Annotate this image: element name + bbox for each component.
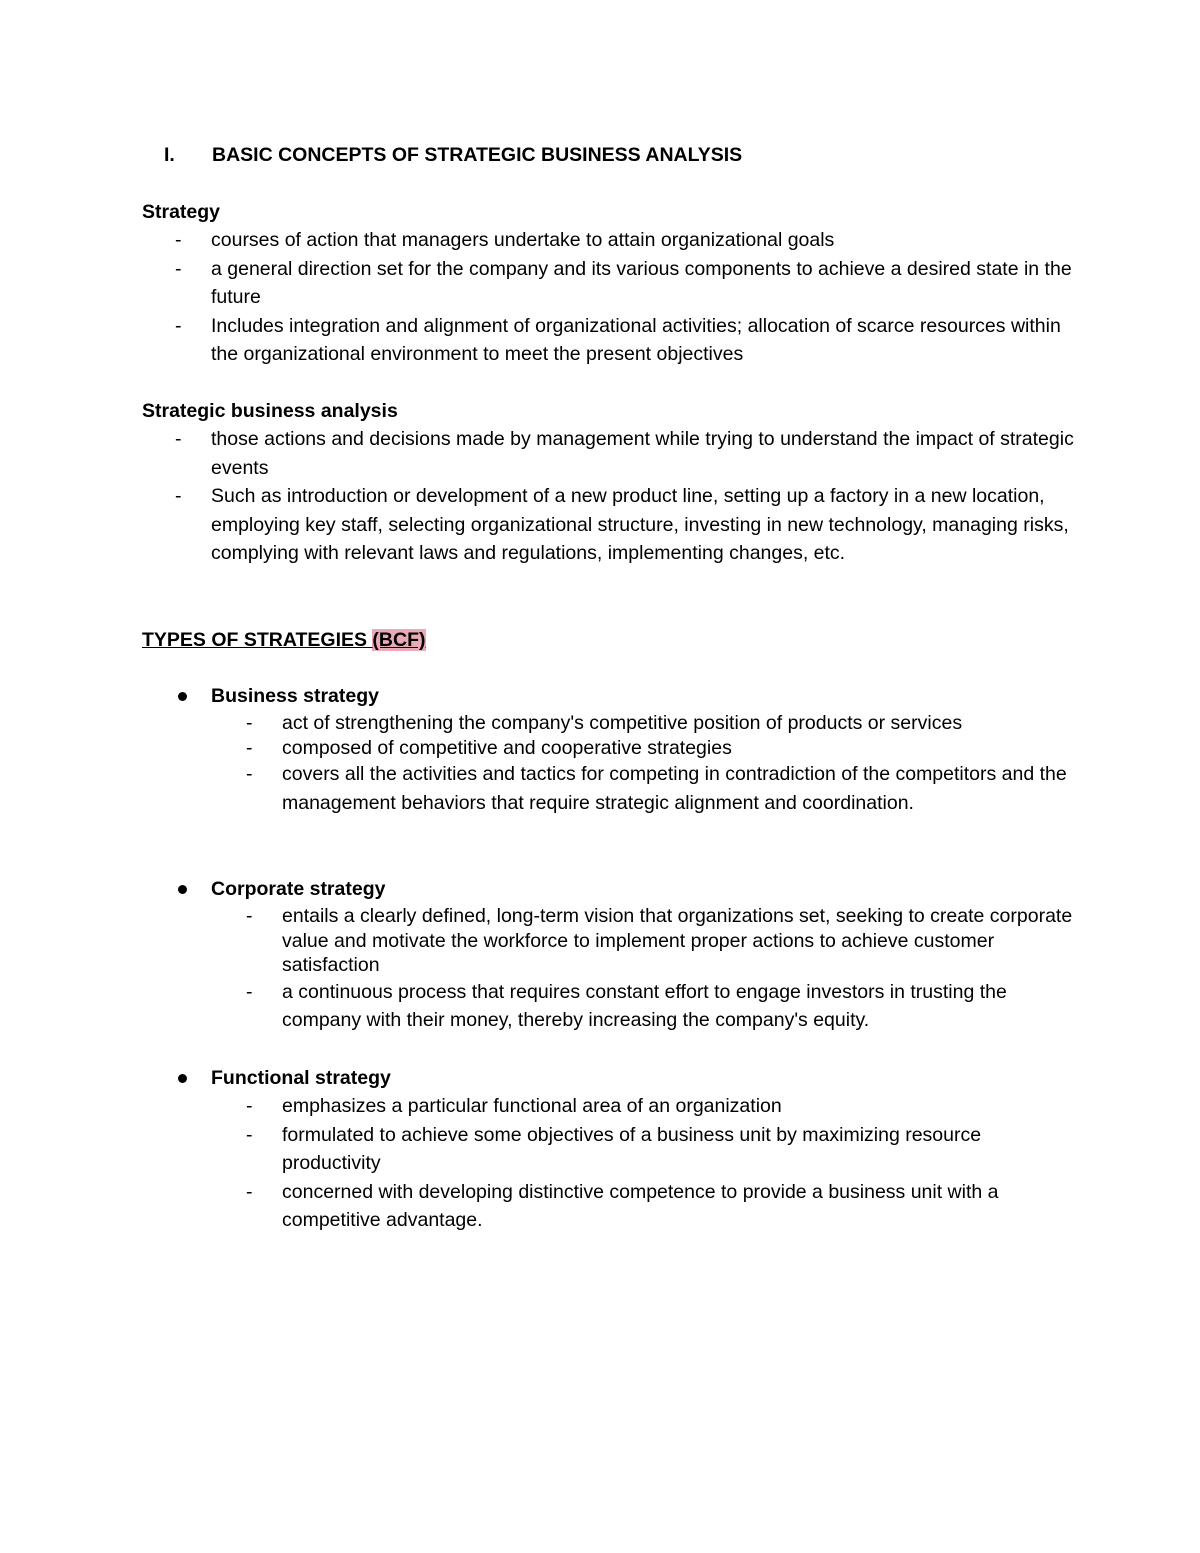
list-item: - emphasizes a particular functional area of an organization	[282, 1092, 1082, 1121]
dash-marker: -	[175, 257, 182, 280]
dash-marker: -	[246, 1180, 253, 1203]
term-strategic-business-analysis: Strategic business analysis	[142, 400, 398, 422]
business-strategy-points	[246, 711, 1082, 817]
term-strategy: Strategy	[142, 201, 221, 223]
dash-marker: -	[246, 763, 253, 785]
list-item: - Includes integration and alignment of organizational activities; allocation of scarce resources within the organizational environment to meet the present objectives	[211, 312, 1081, 369]
section-title: BASIC CONCEPTS OF STRATEGIC BUSINESS ANALYSIS	[212, 144, 743, 166]
list-item: - composed of competitive and cooperative strategies	[246, 736, 732, 759]
dash-marker: -	[175, 229, 182, 251]
section-number: I.	[164, 144, 175, 166]
dash-marker: -	[246, 905, 253, 927]
bullet-icon	[178, 885, 187, 894]
list-item: - formulated to achieve some objectives of a business unit by maximizing resource productivity	[282, 1121, 1082, 1178]
bcf-highlight: (BCF)	[372, 629, 426, 651]
dash-marker: -	[246, 736, 253, 759]
list-item: - those actions and decisions made by management while trying to understand the impact of strategic events	[211, 425, 1081, 482]
strategy-points	[175, 226, 1081, 369]
corporate-strategy-heading: Corporate strategy	[142, 875, 1042, 903]
bullet-icon	[178, 1074, 187, 1083]
corporate-strategy-points	[246, 904, 1082, 1035]
functional-strategy-points	[246, 1092, 1082, 1235]
dash-marker: -	[175, 314, 182, 337]
dash-marker: -	[246, 1123, 253, 1146]
dash-marker: -	[246, 1095, 253, 1117]
list-item: - a continuous process that requires constant effort to engage investors in trusting the company with their money, thereby increasing the company's equity.	[282, 978, 1082, 1035]
dash-marker: -	[175, 428, 182, 450]
list-item: - Such as introduction or development of a new product line, setting up a factory in a new location, employing key staff, selecting organizational structure, investing in new technology, managing risks, complying with relevant laws and regulations, implementing changes, etc.	[211, 482, 1081, 568]
business-strategy-heading: Business strategy	[142, 682, 1042, 710]
dash-marker: -	[175, 485, 182, 507]
list-item: - a general direction set for the company and its various components to achieve a desired state in the future	[211, 255, 1081, 312]
bullet-icon	[178, 692, 187, 701]
section-heading	[142, 140, 1102, 170]
sba-points	[175, 425, 1081, 568]
dash-marker: -	[246, 980, 253, 1003]
list-item: - courses of action that managers undertake to attain organizational goals	[211, 226, 1081, 255]
types-heading: TYPES OF STRATEGIES (BCF)	[142, 629, 426, 651]
list-item: - entails a clearly defined, long-term vision that organizations set, seeking to create corporate value and motivate the workforce to implement proper actions to achieve customer satisfaction	[246, 905, 1073, 976]
list-item: - covers all the activities and tactics for competing in contradiction of the competitors and the management behaviors that require strategic alignment and coordination.	[282, 760, 1082, 817]
list-item: - act of strengthening the company's competitive position of products or services	[246, 712, 963, 734]
functional-strategy-heading: Functional strategy	[142, 1064, 1042, 1092]
dash-marker: -	[246, 712, 253, 734]
list-item: - concerned with developing distinctive competence to provide a business unit with a competitive advantage.	[282, 1178, 1082, 1235]
